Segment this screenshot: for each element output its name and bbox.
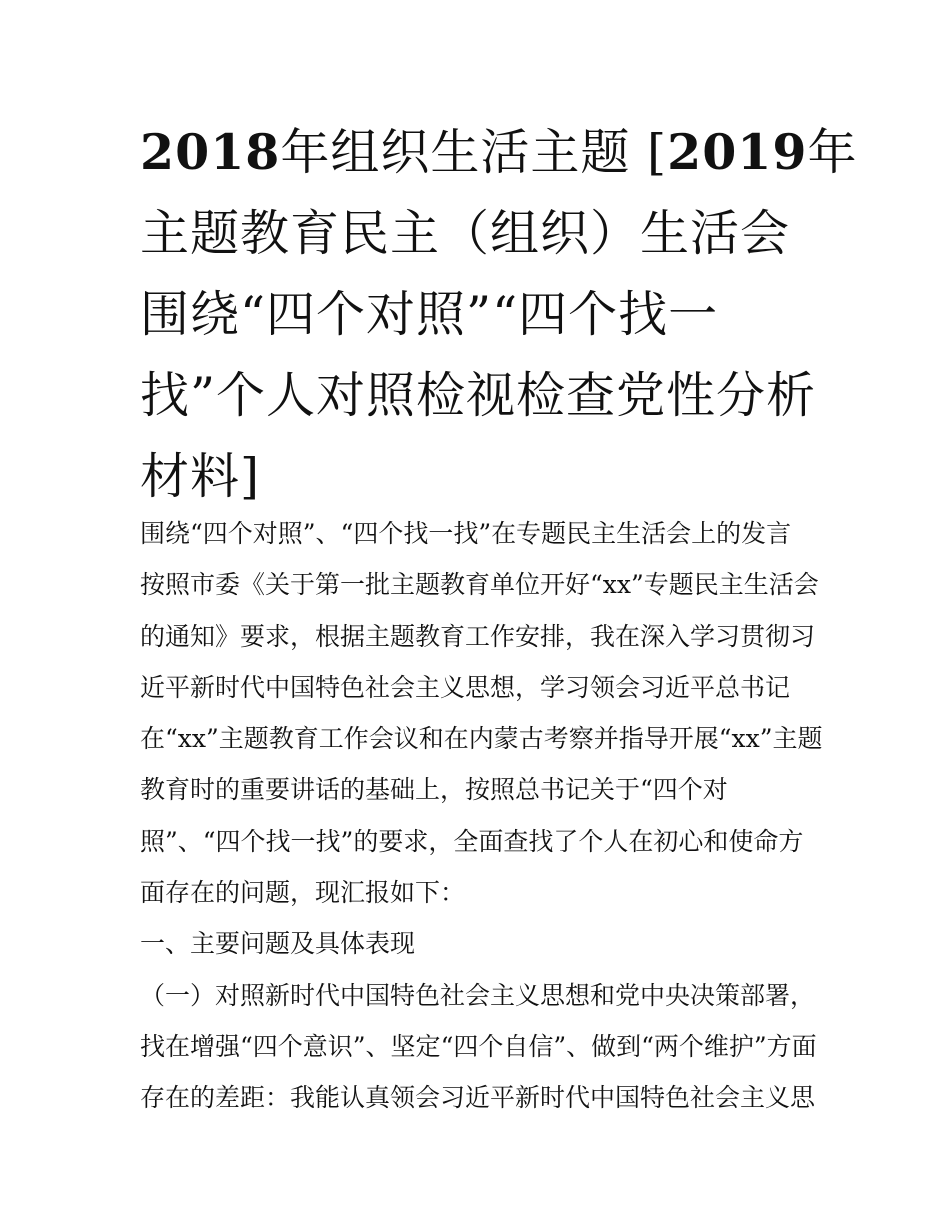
body-line: （一）对照新时代中国特色社会主义思想和党中央决策部署， — [140, 980, 816, 1010]
body-line: 找在增强“四个意识”、坚定“四个自信”、做到“两个维护”方面 — [140, 1031, 817, 1061]
body-line: 教育时的重要讲话的基础上，按照总书记关于“四个对 — [140, 775, 728, 805]
title-year-2019: 2019 — [667, 123, 808, 181]
body-line: 在“xx”主题教育工作会议和在内蒙古考察并指导开展“xx”主题 — [140, 724, 823, 754]
document-body — [140, 508, 830, 1124]
body-line: 的通知》要求，根据主题教育工作安排，我在深入学习贯彻习 — [140, 621, 816, 651]
body-line: 面存在的问题，现汇报如下： — [140, 878, 466, 908]
body-line: 照”、“四个找一找”的要求，全面查找了个人在初心和使命方 — [140, 826, 804, 856]
body-line: 按照市委《关于第一批主题教育单位开好“xx”专题民主生活会 — [140, 570, 819, 600]
body-line: 存在的差距：我能认真领会习近平新时代中国特色社会主义思 — [140, 1083, 816, 1113]
title-line-1-text: 年组织生活主题 [ — [280, 124, 668, 181]
document-title — [140, 112, 858, 517]
body-line: 围绕“四个对照”、“四个找一找”在专题民主生活会上的发言 — [140, 519, 792, 548]
title-year-2018: 2018 — [140, 123, 281, 181]
title-line-1 — [140, 112, 858, 193]
title-line-2: 主题教育民主（组织）生活会 — [140, 205, 791, 262]
section-heading: 一、主要问题及具体表现 — [140, 929, 416, 959]
body-line: 近平新时代中国特色社会主义思想，学习领会习近平总书记 — [140, 672, 791, 702]
title-line-4: 找”个人对照检视检查党性分析 — [140, 367, 817, 424]
title-line-3: 围绕“四个对照”“四个找一 — [140, 286, 719, 343]
title-line-5: 材料] — [140, 448, 261, 505]
title-line-1-tail: 年 — [807, 124, 858, 181]
